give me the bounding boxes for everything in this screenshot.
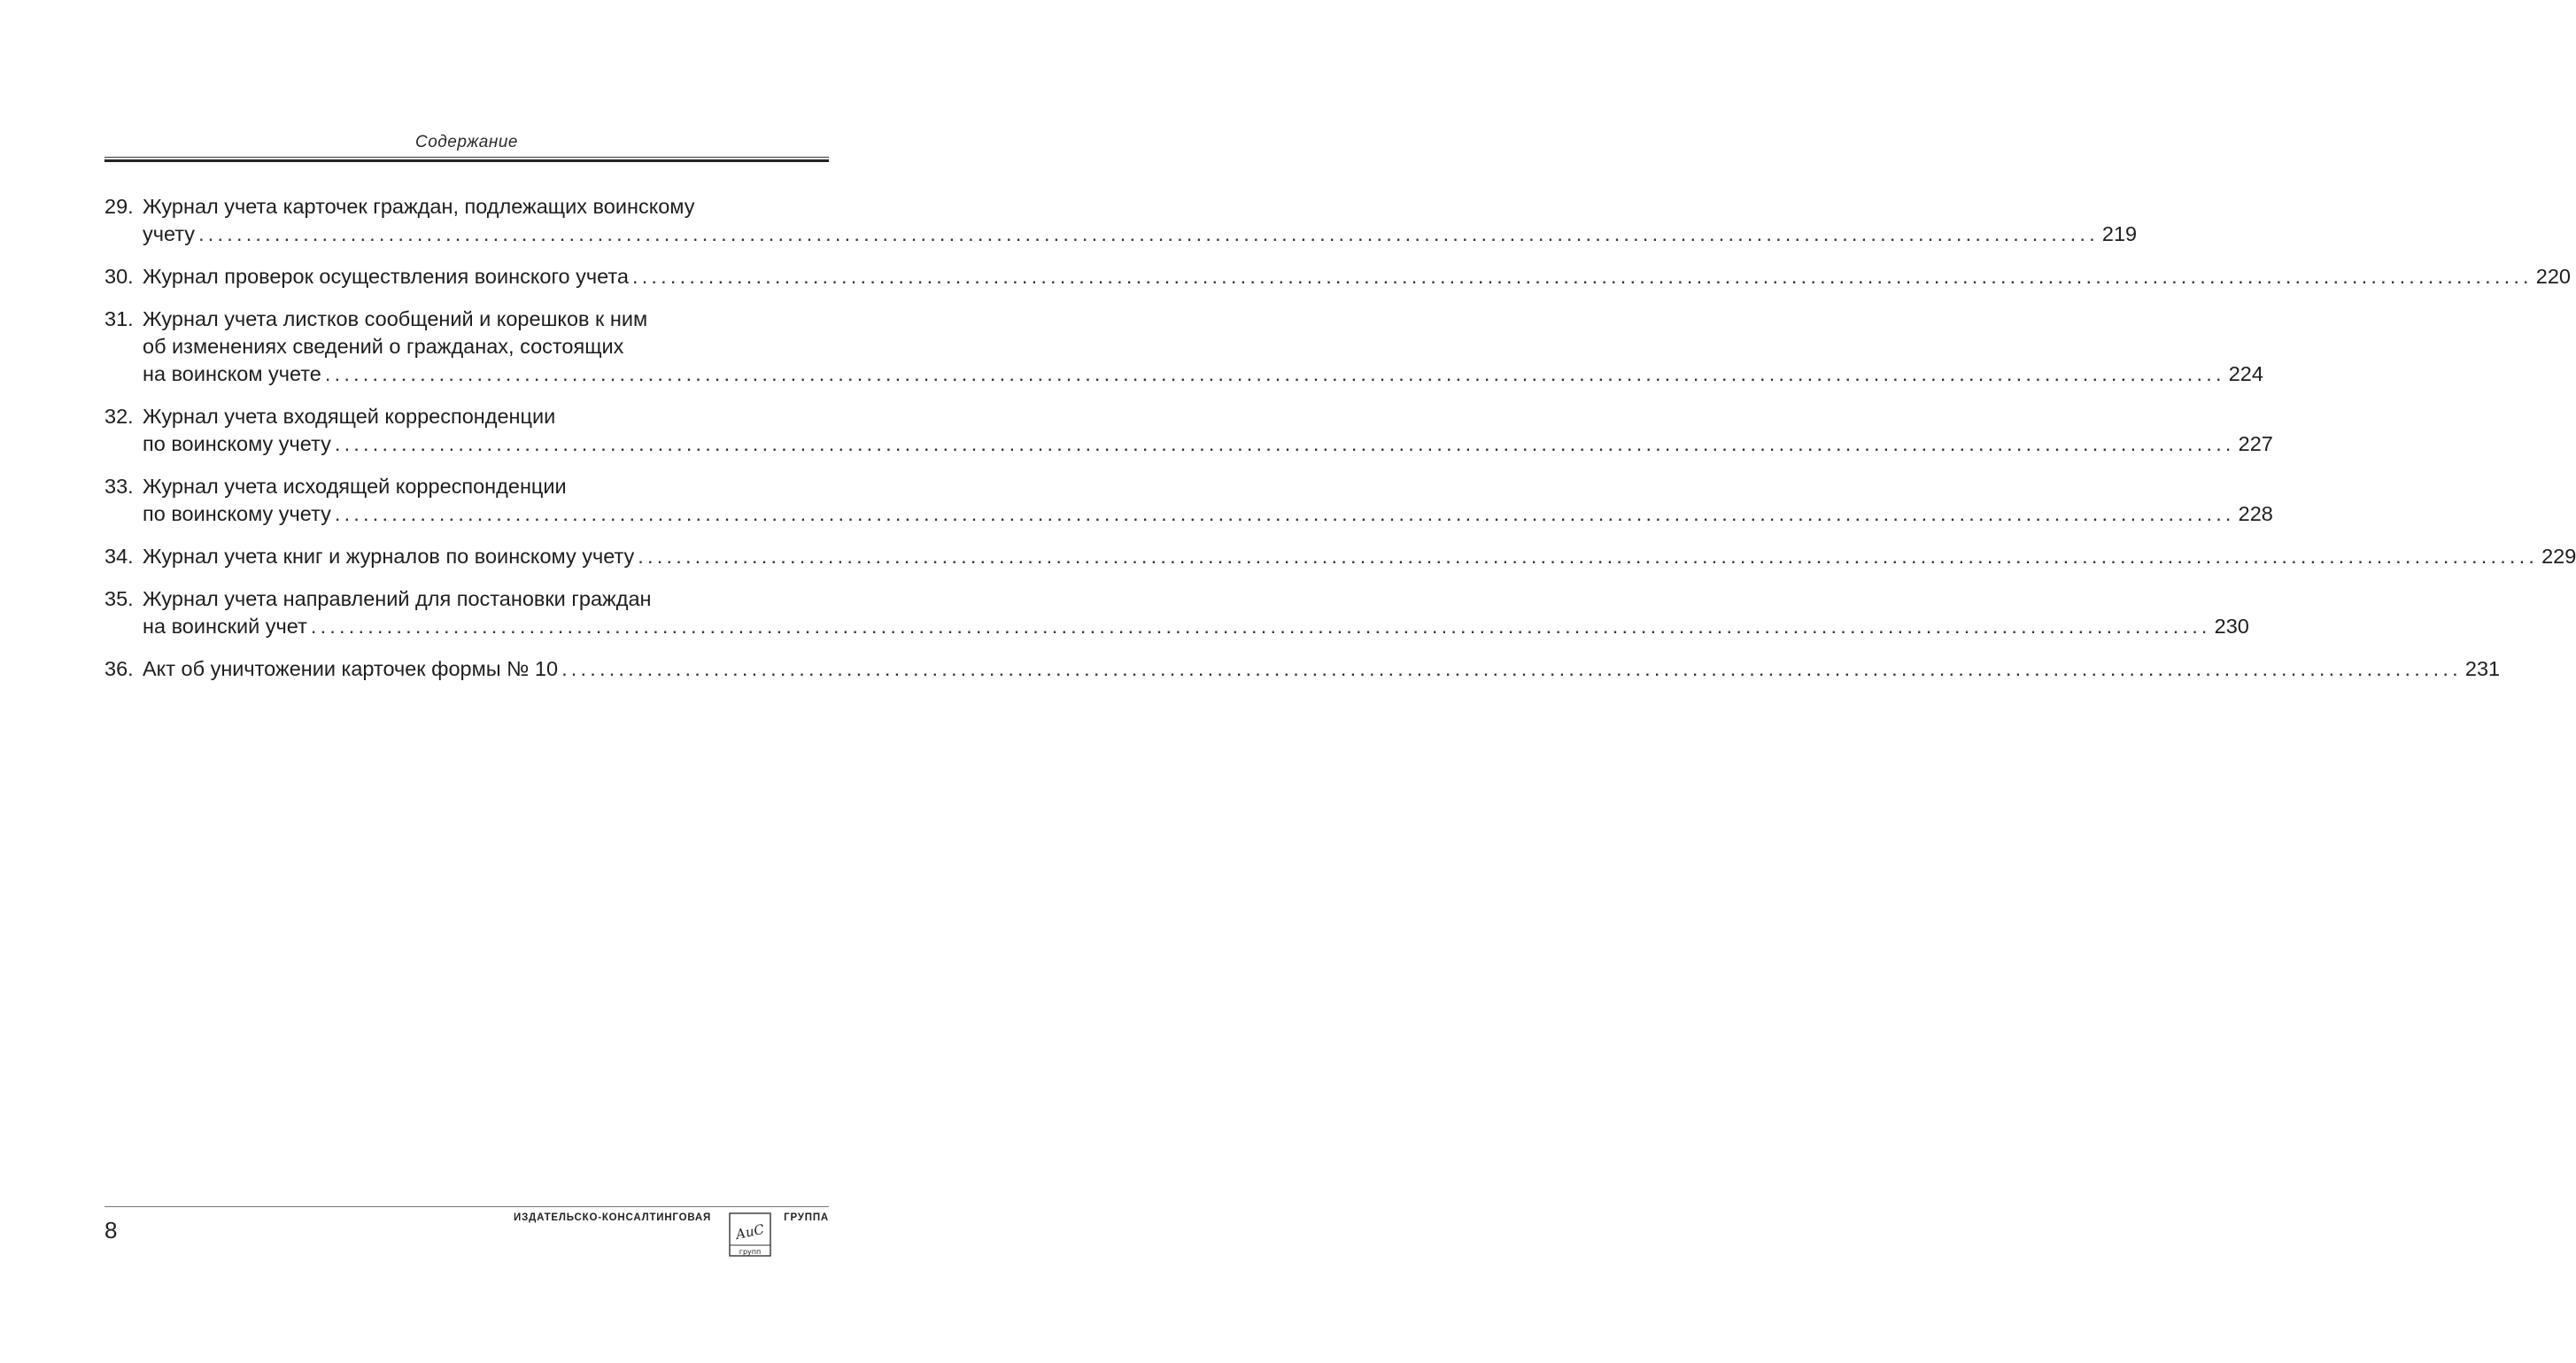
toc-entry-title-end: на воинском учете	[143, 362, 321, 385]
toc-entry	[104, 403, 2273, 458]
toc-entry-last-line	[143, 221, 2138, 248]
toc-entry-number: 30.	[104, 265, 134, 288]
toc-entry-body	[143, 585, 2249, 640]
toc-entry-number: 31.	[104, 307, 134, 330]
toc-entry-body	[143, 655, 2501, 683]
toc-leader-dots: ........................................................................................................................................................................................................	[334, 502, 2235, 525]
toc-entry-title-line: Журнал учета направлений для постановки граждан	[143, 587, 652, 610]
logo-letters: АиС	[734, 1220, 766, 1243]
toc-entry-title-line: Журнал учета карточек граждан, подлежащих воинскому	[143, 195, 695, 218]
toc-entry	[104, 263, 2571, 290]
toc-entry-page: 227	[2238, 432, 2273, 455]
toc-entry-title-end: Акт об уничтожении карточек формы № 10	[143, 657, 559, 680]
publisher-logo-icon	[728, 1210, 772, 1259]
toc-entry-page: 220	[2535, 265, 2571, 288]
toc-entry-number: 32.	[104, 405, 134, 428]
toc-entry-number: 36.	[104, 657, 134, 680]
toc-entry-title-end: по воинскому учету	[143, 502, 331, 525]
toc-entry-body	[143, 263, 2571, 290]
toc-entry-title-end: на воинский учет	[143, 615, 307, 638]
toc-leader-dots: ........................................................................................................................................................................................................	[324, 362, 2225, 385]
toc-entry-last-line	[143, 613, 2249, 640]
footer-rule	[104, 1206, 829, 1207]
toc-entry-body	[143, 306, 2263, 388]
toc-entry-last-line	[143, 430, 2273, 458]
toc-entry-page: 224	[2228, 362, 2263, 385]
publisher-imprint	[514, 1212, 829, 1265]
toc-entry-number: 33.	[104, 475, 134, 498]
toc-entry	[104, 306, 2263, 388]
toc-entry-page: 229	[2541, 545, 2576, 568]
toc-entry-title-line: Журнал учета входящей корреспонденции	[143, 405, 556, 428]
toc-entry-last-line	[143, 543, 2576, 570]
toc-entry	[104, 193, 2138, 248]
header-rule-thin	[104, 157, 829, 158]
publisher-name-right: ГРУППА	[784, 1212, 829, 1223]
toc-leader-dots: ........................................................................................................................................................................................................	[631, 265, 2533, 288]
toc-entry-title-line: об изменениях сведений о гражданах, состоящих	[143, 335, 624, 358]
toc-entry	[104, 473, 2273, 528]
running-header: Содержание	[415, 133, 518, 151]
toc-entry-title-end: учету	[143, 222, 196, 245]
toc-entry-last-line	[143, 360, 2263, 388]
toc-entry-page: 230	[2214, 615, 2249, 638]
toc-entry-number: 34.	[104, 545, 134, 568]
toc-entry-body	[143, 403, 2273, 458]
toc-entry-page: 228	[2238, 502, 2273, 525]
publisher-name-left: ИЗДАТЕЛЬСКО-КОНСАЛТИНГОВАЯ	[514, 1212, 712, 1223]
toc-entry-title-end: Журнал проверок осуществления воинского учета	[143, 265, 629, 288]
toc-entry-title-end: Журнал учета книг и журналов по воинскому учету	[143, 545, 635, 568]
toc-entry-page: 219	[2101, 222, 2138, 245]
toc-leader-dots: ........................................................................................................................................................................................................	[198, 222, 2099, 245]
toc-entry-title-line: Журнал учета исходящей корреспонденции	[143, 475, 567, 498]
toc-leader-dots: ........................................................................................................................................................................................................	[310, 615, 2211, 638]
logo-caption: групп	[739, 1248, 762, 1256]
toc-leader-dots: ........................................................................................................................................................................................................	[334, 432, 2235, 455]
toc-entry-number: 35.	[104, 587, 134, 610]
toc-entry-body	[143, 543, 2576, 570]
page-number: 8	[104, 1217, 118, 1243]
toc-entry-number: 29.	[104, 195, 134, 218]
toc-entry	[104, 543, 2576, 570]
toc-entry-last-line	[143, 655, 2501, 683]
toc-entry-last-line	[143, 500, 2273, 528]
toc-entry-body	[143, 193, 2138, 248]
toc-leader-dots: ........................................................................................................................................................................................................	[638, 545, 2539, 568]
header-rule-thick	[104, 159, 829, 162]
toc-entry-page: 231	[2464, 657, 2501, 680]
toc-entry-title-end: по воинскому учету	[143, 432, 331, 455]
toc-entry	[104, 585, 2249, 640]
toc-entry-body	[143, 473, 2273, 528]
toc-leader-dots: ........................................................................................................................................................................................................	[561, 657, 2462, 680]
toc-entry	[104, 655, 2501, 683]
table-of-contents	[104, 193, 2576, 698]
toc-entry-last-line	[143, 263, 2571, 290]
toc-entry-title-line: Журнал учета листков сообщений и корешков к ним	[143, 307, 648, 330]
